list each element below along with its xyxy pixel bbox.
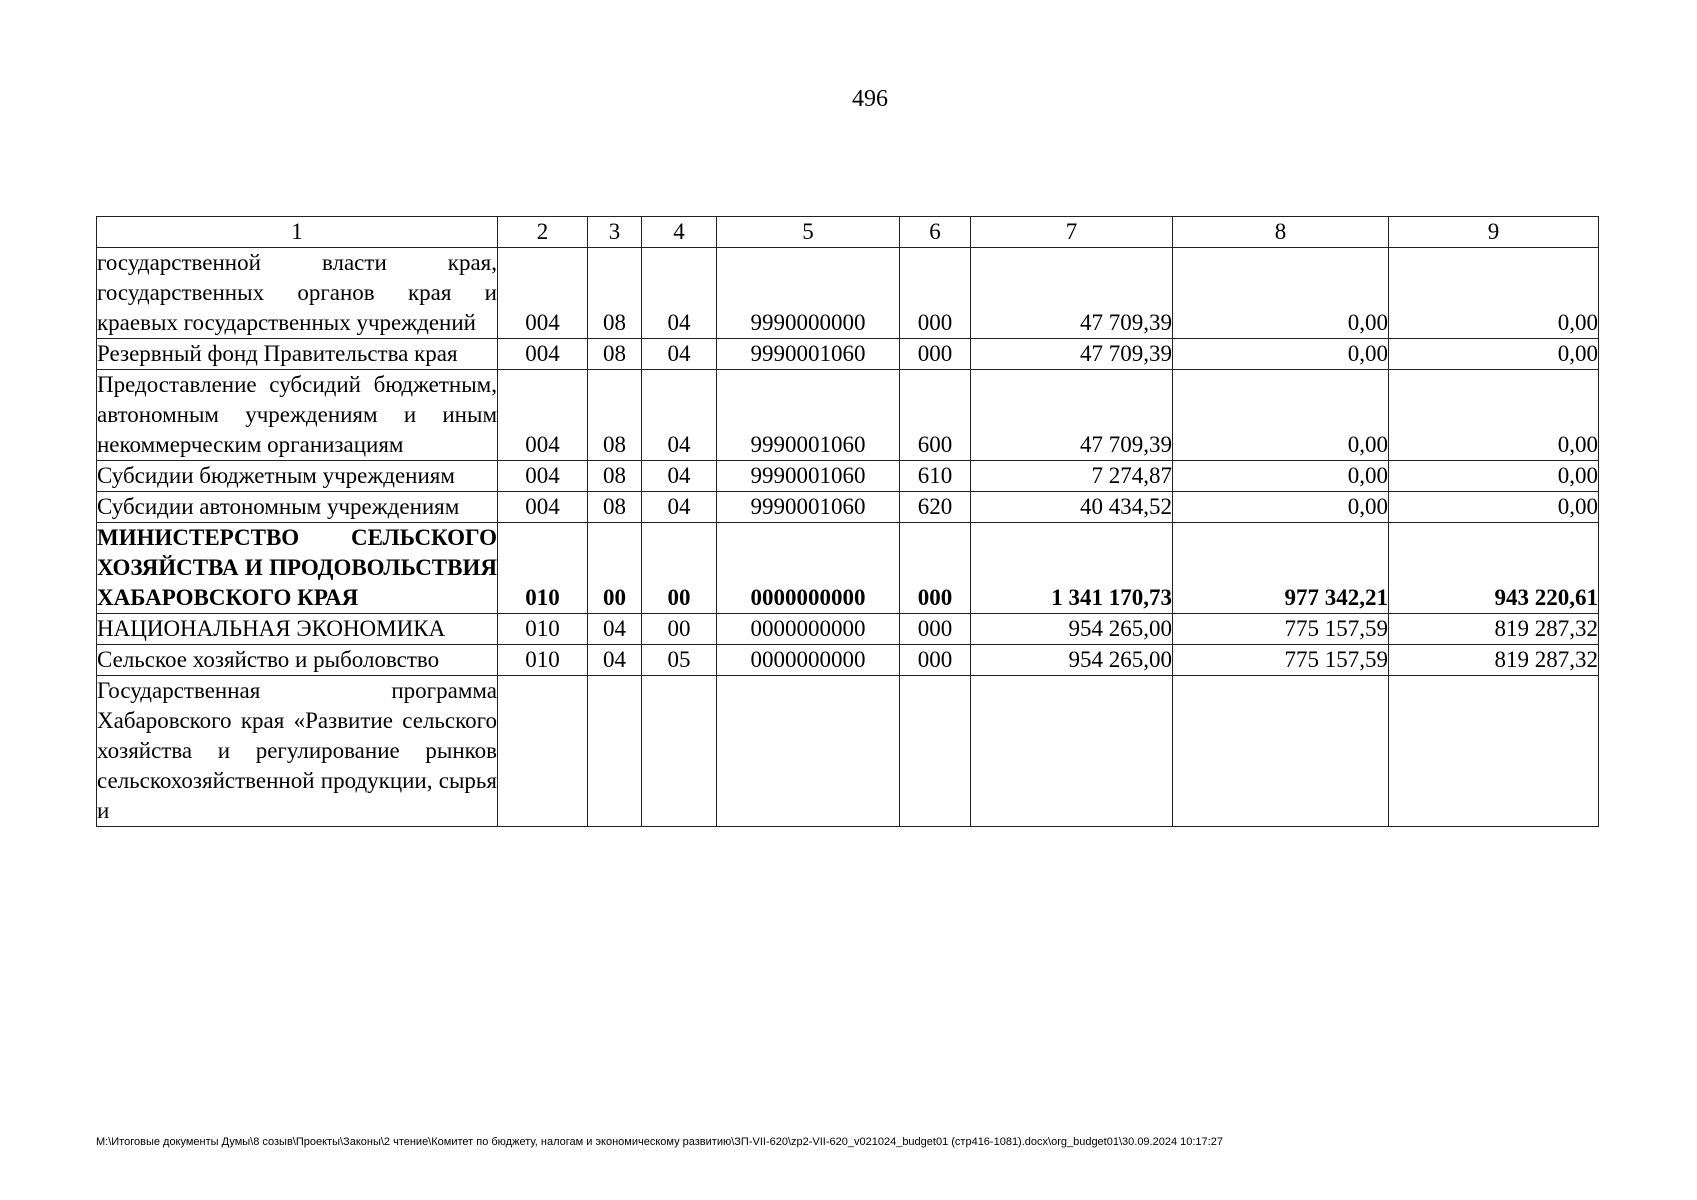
row-name: НАЦИОНАЛЬНАЯ ЭКОНОМИКА <box>97 614 498 645</box>
cell-type: 000 <box>900 645 971 676</box>
cell-subsection: 05 <box>642 645 717 676</box>
table-header-row <box>97 217 1599 248</box>
table-row <box>97 676 1599 827</box>
cell-code: 004 <box>498 339 588 370</box>
row-name: государственной власти края, государственных органов края и краевых государственных учреждений <box>97 248 498 339</box>
column-header: 2 <box>498 217 588 248</box>
cell-amount-7: 954 265,00 <box>971 645 1173 676</box>
cell-amount-8 <box>1173 676 1389 827</box>
cell-code: 010 <box>498 614 588 645</box>
cell-amount-7: 1 341 170,73 <box>971 523 1173 614</box>
cell-subsection <box>642 676 717 827</box>
cell-amount-9: 0,00 <box>1389 492 1599 523</box>
cell-code: 010 <box>498 523 588 614</box>
cell-amount-9: 819 287,32 <box>1389 614 1599 645</box>
cell-section: 08 <box>588 461 642 492</box>
cell-section: 04 <box>588 614 642 645</box>
cell-target: 9990001060 <box>717 492 900 523</box>
cell-section: 08 <box>588 339 642 370</box>
cell-amount-9: 0,00 <box>1389 248 1599 339</box>
table-row <box>97 523 1599 614</box>
table-row <box>97 492 1599 523</box>
cell-amount-8: 0,00 <box>1173 339 1389 370</box>
row-name: Государственная программа Хабаровского края «Развитие сельского хозяйства и регулирование рынков сельскохозяйственной продукции, сырья и <box>97 676 498 827</box>
cell-amount-7: 954 265,00 <box>971 614 1173 645</box>
column-header: 9 <box>1389 217 1599 248</box>
cell-target: 9990001060 <box>717 339 900 370</box>
cell-section: 00 <box>588 523 642 614</box>
cell-section <box>588 676 642 827</box>
cell-section: 04 <box>588 645 642 676</box>
cell-subsection: 04 <box>642 370 717 461</box>
column-header: 1 <box>97 217 498 248</box>
cell-code: 004 <box>498 370 588 461</box>
cell-subsection: 04 <box>642 461 717 492</box>
cell-type: 620 <box>900 492 971 523</box>
cell-target: 9990001060 <box>717 461 900 492</box>
cell-code: 004 <box>498 461 588 492</box>
cell-amount-9 <box>1389 676 1599 827</box>
cell-type <box>900 676 971 827</box>
cell-section: 08 <box>588 370 642 461</box>
column-header: 8 <box>1173 217 1389 248</box>
cell-amount-8: 0,00 <box>1173 492 1389 523</box>
cell-type: 000 <box>900 339 971 370</box>
cell-target: 0000000000 <box>717 523 900 614</box>
page-number: 496 <box>852 86 888 112</box>
cell-subsection: 04 <box>642 339 717 370</box>
cell-type: 000 <box>900 248 971 339</box>
cell-amount-7: 47 709,39 <box>971 370 1173 461</box>
column-header: 7 <box>971 217 1173 248</box>
table-row <box>97 339 1599 370</box>
cell-amount-8: 977 342,21 <box>1173 523 1389 614</box>
table-row <box>97 370 1599 461</box>
column-header: 5 <box>717 217 900 248</box>
cell-code: 010 <box>498 645 588 676</box>
table-row <box>97 614 1599 645</box>
cell-amount-8: 775 157,59 <box>1173 614 1389 645</box>
cell-amount-9: 819 287,32 <box>1389 645 1599 676</box>
cell-amount-9: 0,00 <box>1389 339 1599 370</box>
column-header: 3 <box>588 217 642 248</box>
cell-amount-7: 47 709,39 <box>971 248 1173 339</box>
cell-type: 000 <box>900 614 971 645</box>
cell-type: 600 <box>900 370 971 461</box>
cell-amount-9: 0,00 <box>1389 370 1599 461</box>
cell-code: 004 <box>498 492 588 523</box>
cell-code <box>498 676 588 827</box>
cell-amount-7 <box>971 676 1173 827</box>
cell-amount-8: 0,00 <box>1173 461 1389 492</box>
row-name: МИНИСТЕРСТВО СЕЛЬСКОГО ХОЗЯЙСТВА И ПРОДОВОЛЬСТВИЯ ХАБАРОВСКОГО КРАЯ <box>97 523 498 614</box>
cell-subsection: 00 <box>642 523 717 614</box>
cell-subsection: 04 <box>642 248 717 339</box>
column-header: 6 <box>900 217 971 248</box>
cell-code: 004 <box>498 248 588 339</box>
cell-amount-8: 775 157,59 <box>1173 645 1389 676</box>
cell-subsection: 00 <box>642 614 717 645</box>
row-name: Резервный фонд Правительства края <box>97 339 498 370</box>
row-name: Сельское хозяйство и рыболовство <box>97 645 498 676</box>
column-header: 4 <box>642 217 717 248</box>
cell-amount-8: 0,00 <box>1173 370 1389 461</box>
cell-target: 0000000000 <box>717 614 900 645</box>
cell-type: 000 <box>900 523 971 614</box>
cell-section: 08 <box>588 492 642 523</box>
cell-amount-9: 943 220,61 <box>1389 523 1599 614</box>
cell-amount-9: 0,00 <box>1389 461 1599 492</box>
cell-type: 610 <box>900 461 971 492</box>
table-row <box>97 645 1599 676</box>
table-row <box>97 248 1599 339</box>
row-name: Предоставление субсидий бюджетным, автономным учреждениям и иным некоммерческим организациям <box>97 370 498 461</box>
cell-target <box>717 676 900 827</box>
file-path-footer: М:\Итоговые документы Думы\8 созыв\Проекты\Законы\2 чтение\Комитет по бюджету, налогам и экономическому развитию\ЗП-VII-620\zp2-VII-620_v021024_budget01 (стр416-1081).docx\org_budget01\30.09.2024 10:17:27 <box>96 1136 1223 1148</box>
cell-target: 9990001060 <box>717 370 900 461</box>
cell-amount-7: 47 709,39 <box>971 339 1173 370</box>
cell-amount-8: 0,00 <box>1173 248 1389 339</box>
cell-target: 0000000000 <box>717 645 900 676</box>
cell-target: 9990000000 <box>717 248 900 339</box>
cell-amount-7: 40 434,52 <box>971 492 1173 523</box>
cell-subsection: 04 <box>642 492 717 523</box>
table-row <box>97 461 1599 492</box>
budget-table <box>96 216 1599 827</box>
cell-section: 08 <box>588 248 642 339</box>
row-name: Субсидии бюджетным учреждениям <box>97 461 498 492</box>
row-name: Субсидии автономным учреждениям <box>97 492 498 523</box>
cell-amount-7: 7 274,87 <box>971 461 1173 492</box>
